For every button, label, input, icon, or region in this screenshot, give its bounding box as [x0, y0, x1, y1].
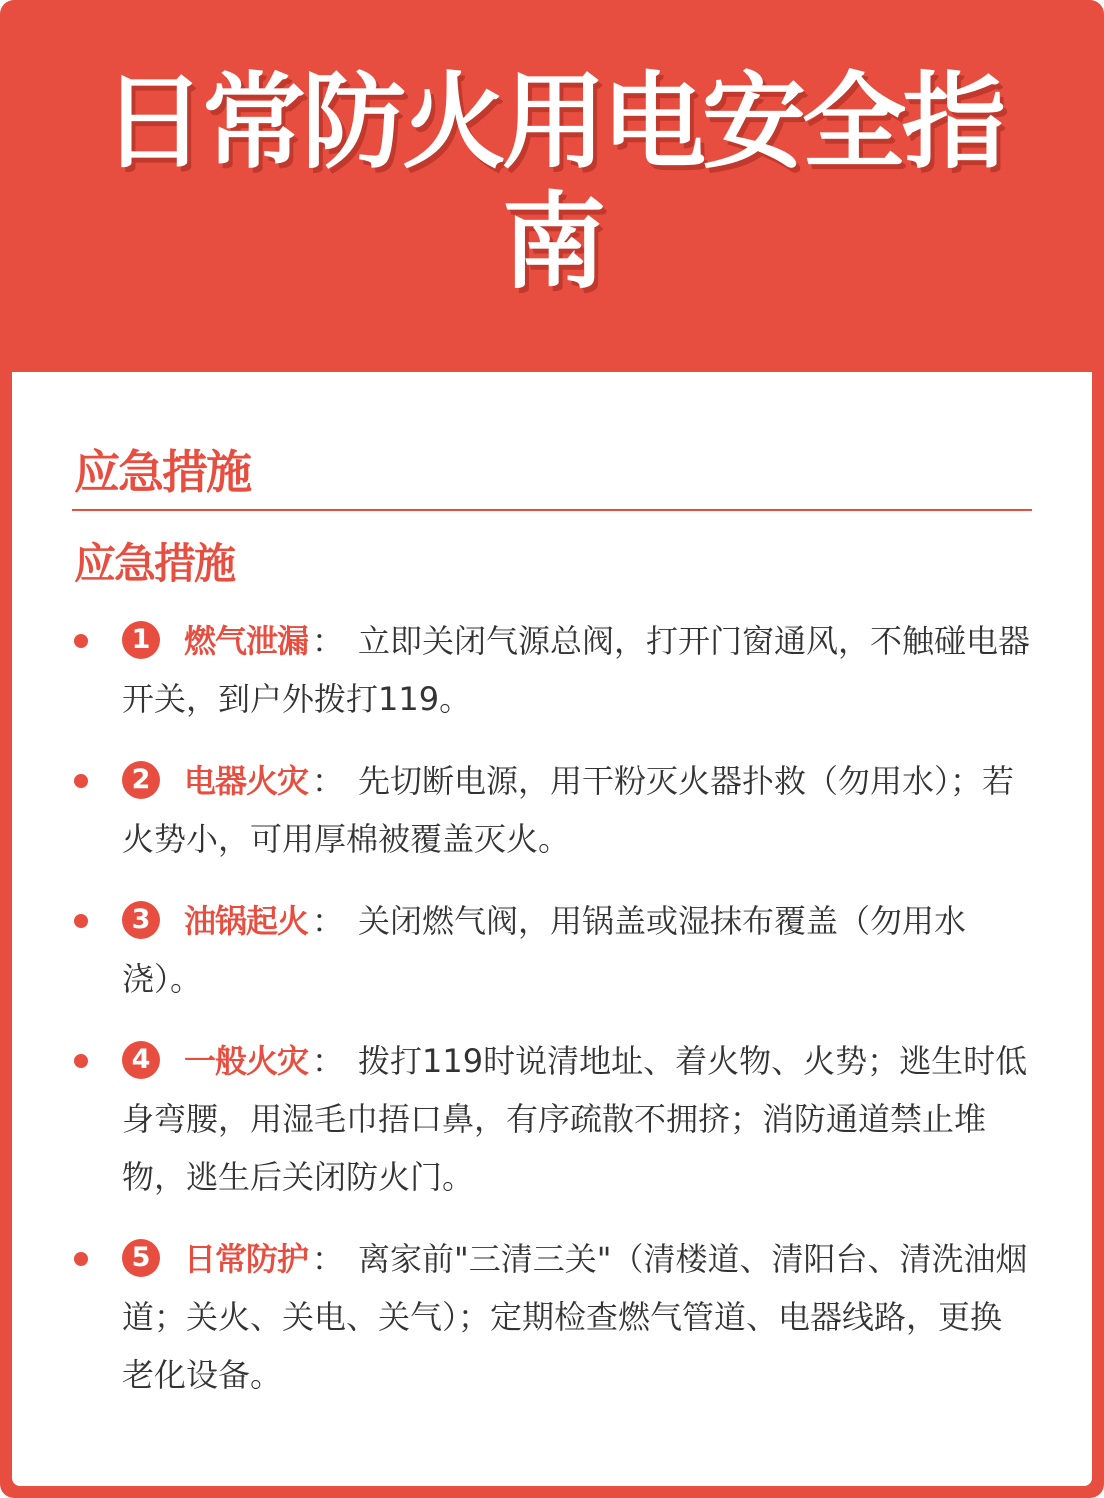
tips-list	[12, 612, 1092, 1404]
tip-label: 一般火灾	[184, 1042, 309, 1080]
section-divider	[72, 509, 1032, 511]
bullet-dot-icon	[74, 1252, 88, 1266]
sub-title: 应急措施	[74, 539, 235, 588]
tip-label: 日常防护	[184, 1240, 309, 1278]
tip-item	[12, 1032, 1032, 1206]
tip-colon: ：	[312, 1042, 345, 1080]
tip-label: 燃气泄漏	[184, 622, 309, 660]
tip-text: 先切断电源，用干粉灭火器扑救（勿用水）；若火势小，可用厚棉被覆盖灭火。	[122, 762, 1015, 858]
tip-item	[12, 752, 1032, 868]
tip-text: 关闭燃气阀，用锅盖或湿抹布覆盖（勿用水浇）。	[122, 902, 967, 998]
tip-item	[12, 1230, 1032, 1404]
section-title: 应急措施	[74, 445, 250, 499]
number-badge: 3	[122, 901, 160, 939]
number-badge: 1	[122, 621, 160, 659]
tip-text: 离家前"三清三关"（清楼道、清阳台、清洗油烟道；关火、关电、关气）；定期检查燃气管道、电器线路，更换老化设备。	[122, 1240, 1028, 1394]
tip-text: 立即关闭气源总阀，打开门窗通风，不触碰电器开关，到户外拨打119。	[122, 622, 1031, 718]
tip-label: 油锅起火	[184, 902, 309, 940]
bullet-dot-icon	[74, 774, 88, 788]
tip-colon: ：	[312, 762, 345, 800]
content-panel	[12, 372, 1092, 1486]
bullet-dot-icon	[74, 634, 88, 648]
tip-colon: ：	[312, 622, 345, 660]
poster-header	[0, 0, 1104, 372]
bullet-dot-icon	[74, 1054, 88, 1068]
tip-colon: ：	[312, 902, 345, 940]
tip-label: 电器火灾	[184, 762, 309, 800]
tip-item	[12, 612, 1032, 728]
number-badge: 4	[122, 1041, 160, 1079]
number-badge: 5	[122, 1239, 160, 1277]
tip-colon: ：	[312, 1240, 345, 1278]
number-badge: 2	[122, 761, 160, 799]
tip-text: 拨打119时说清地址、着火物、火势；逃生时低身弯腰，用湿毛巾捂口鼻，有序疏散不拥挤；消防通道禁止堆物，逃生后关闭防火门。	[122, 1042, 1028, 1196]
main-title: 日常防火用电安全指南	[101, 61, 1002, 303]
bullet-dot-icon	[74, 914, 88, 928]
tip-item	[12, 892, 1032, 1008]
